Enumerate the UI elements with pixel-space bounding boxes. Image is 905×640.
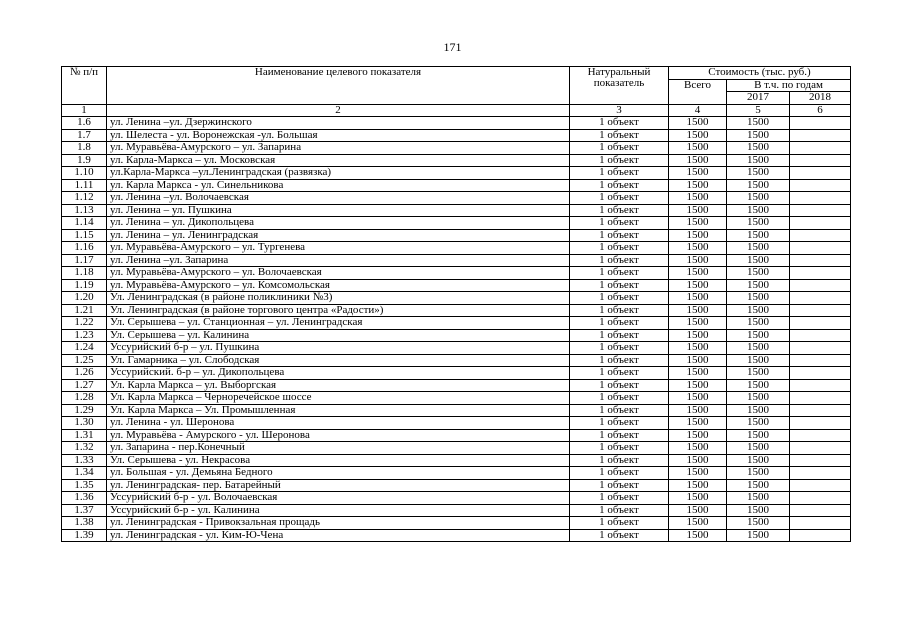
targets-table — [61, 66, 851, 542]
natural-indicator: 1 объект — [570, 467, 669, 480]
cost-2017: 1500 — [727, 342, 790, 355]
cost-2017: 1500 — [727, 117, 790, 130]
table-row — [62, 292, 851, 305]
cost-total: 1500 — [669, 492, 727, 505]
target-name: ул. Шелеста - ул. Воронежская -ул. Большая — [107, 129, 570, 142]
header-year-2017: 2017 — [727, 92, 790, 105]
cost-total: 1500 — [669, 417, 727, 430]
column-number: 1 — [62, 104, 107, 117]
natural-indicator: 1 объект — [570, 179, 669, 192]
cost-2017: 1500 — [727, 254, 790, 267]
row-number: 1.24 — [62, 342, 107, 355]
row-number: 1.22 — [62, 317, 107, 330]
cost-2017: 1500 — [727, 154, 790, 167]
cost-2017: 1500 — [727, 454, 790, 467]
cost-2018 — [790, 279, 851, 292]
cost-2018 — [790, 354, 851, 367]
table-row — [62, 117, 851, 130]
cost-2017: 1500 — [727, 267, 790, 280]
column-number: 5 — [727, 104, 790, 117]
cost-total: 1500 — [669, 342, 727, 355]
cost-2018 — [790, 292, 851, 305]
cost-2018 — [790, 204, 851, 217]
column-numbers-row — [62, 104, 851, 117]
row-number: 1.9 — [62, 154, 107, 167]
cost-total: 1500 — [669, 279, 727, 292]
column-number: 6 — [790, 104, 851, 117]
row-number: 1.34 — [62, 467, 107, 480]
header-cost: Стоимость (тыс. руб.) — [669, 67, 851, 80]
target-name: Ул. Гамарника – ул. Слободская — [107, 354, 570, 367]
target-name: Ул. Ленинградская (в районе торгового центра «Радости») — [107, 304, 570, 317]
cost-total: 1500 — [669, 292, 727, 305]
table-row — [62, 267, 851, 280]
row-number: 1.28 — [62, 392, 107, 405]
target-name: ул. Большая - ул. Демьяна Бедного — [107, 467, 570, 480]
natural-indicator: 1 объект — [570, 129, 669, 142]
cost-2018 — [790, 317, 851, 330]
cost-2017: 1500 — [727, 492, 790, 505]
natural-indicator: 1 объект — [570, 492, 669, 505]
cost-2017: 1500 — [727, 304, 790, 317]
table-row — [62, 454, 851, 467]
target-name: Ул. Карла Маркса – Ул. Промышленная — [107, 404, 570, 417]
column-number: 3 — [570, 104, 669, 117]
row-number: 1.21 — [62, 304, 107, 317]
cost-total: 1500 — [669, 154, 727, 167]
target-name: ул. Карла-Маркса – ул. Московская — [107, 154, 570, 167]
header-num: № п/п — [62, 67, 107, 105]
cost-2018 — [790, 267, 851, 280]
row-number: 1.8 — [62, 142, 107, 155]
natural-indicator: 1 объект — [570, 242, 669, 255]
cost-2018 — [790, 367, 851, 380]
target-name: Уссурийский. б-р – ул. Дикопольцева — [107, 367, 570, 380]
natural-indicator: 1 объект — [570, 517, 669, 530]
table-row — [62, 354, 851, 367]
cost-2017: 1500 — [727, 279, 790, 292]
target-name: ул. Муравьёва-Амурского – ул. Запарина — [107, 142, 570, 155]
row-number: 1.26 — [62, 367, 107, 380]
cost-2017: 1500 — [727, 479, 790, 492]
row-number: 1.16 — [62, 242, 107, 255]
natural-indicator: 1 объект — [570, 192, 669, 205]
cost-2017: 1500 — [727, 292, 790, 305]
natural-indicator: 1 объект — [570, 417, 669, 430]
target-name: ул. Карла Маркса - ул. Синельникова — [107, 179, 570, 192]
natural-indicator: 1 объект — [570, 454, 669, 467]
target-name: ул. Муравьёва-Амурского – ул. Комсомольская — [107, 279, 570, 292]
target-name: ул. Ленина –ул. Запарина — [107, 254, 570, 267]
cost-total: 1500 — [669, 267, 727, 280]
cost-2018 — [790, 404, 851, 417]
cost-2017: 1500 — [727, 229, 790, 242]
cost-2017: 1500 — [727, 404, 790, 417]
cost-2018 — [790, 304, 851, 317]
natural-indicator: 1 объект — [570, 442, 669, 455]
natural-indicator: 1 объект — [570, 404, 669, 417]
header-name: Наименование целевого показателя — [107, 67, 570, 105]
cost-2017: 1500 — [727, 517, 790, 530]
cost-2018 — [790, 242, 851, 255]
table-row — [62, 367, 851, 380]
natural-indicator: 1 объект — [570, 429, 669, 442]
cost-2018 — [790, 154, 851, 167]
row-number: 1.36 — [62, 492, 107, 505]
cost-2018 — [790, 467, 851, 480]
natural-indicator: 1 объект — [570, 354, 669, 367]
page-number: 171 — [443, 40, 462, 54]
cost-2017: 1500 — [727, 217, 790, 230]
cost-2017: 1500 — [727, 317, 790, 330]
cost-2017: 1500 — [727, 392, 790, 405]
cost-2017: 1500 — [727, 167, 790, 180]
cost-2017: 1500 — [727, 529, 790, 542]
row-number: 1.29 — [62, 404, 107, 417]
cost-2017: 1500 — [727, 242, 790, 255]
table-row — [62, 129, 851, 142]
row-number: 1.20 — [62, 292, 107, 305]
cost-2018 — [790, 129, 851, 142]
cost-total: 1500 — [669, 229, 727, 242]
cost-2018 — [790, 442, 851, 455]
row-number: 1.11 — [62, 179, 107, 192]
cost-total: 1500 — [669, 367, 727, 380]
cost-2018 — [790, 417, 851, 430]
natural-indicator: 1 объект — [570, 479, 669, 492]
cost-2018 — [790, 429, 851, 442]
target-name: ул. Ленина –ул. Волочаевская — [107, 192, 570, 205]
cost-2018 — [790, 254, 851, 267]
header-total: Всего — [669, 79, 727, 104]
header-year-2018: 2018 — [790, 92, 851, 105]
table-row — [62, 329, 851, 342]
target-name: Ул. Серышева – ул. Калинина — [107, 329, 570, 342]
row-number: 1.30 — [62, 417, 107, 430]
natural-indicator: 1 объект — [570, 329, 669, 342]
table-row — [62, 192, 851, 205]
column-number: 4 — [669, 104, 727, 117]
target-name: ул. Ленина – ул. Пушкина — [107, 204, 570, 217]
row-number: 1.37 — [62, 504, 107, 517]
natural-indicator: 1 объект — [570, 529, 669, 542]
cost-total: 1500 — [669, 179, 727, 192]
table-row — [62, 254, 851, 267]
cost-total: 1500 — [669, 467, 727, 480]
natural-indicator: 1 объект — [570, 279, 669, 292]
row-number: 1.31 — [62, 429, 107, 442]
cost-2017: 1500 — [727, 442, 790, 455]
table-row — [62, 179, 851, 192]
cost-total: 1500 — [669, 117, 727, 130]
natural-indicator: 1 объект — [570, 504, 669, 517]
header-by-years: В т.ч. по годам — [727, 79, 851, 92]
row-number: 1.19 — [62, 279, 107, 292]
target-name: ул. Ленина - ул. Шеронова — [107, 417, 570, 430]
cost-2018 — [790, 517, 851, 530]
cost-total: 1500 — [669, 254, 727, 267]
target-name: ул. Ленина – ул. Ленинградская — [107, 229, 570, 242]
target-name: ул. Запарина - пер.Конечный — [107, 442, 570, 455]
cost-2017: 1500 — [727, 179, 790, 192]
natural-indicator: 1 объект — [570, 317, 669, 330]
cost-total: 1500 — [669, 354, 727, 367]
cost-2018 — [790, 479, 851, 492]
row-number: 1.25 — [62, 354, 107, 367]
target-name: ул. Муравьёва-Амурского – ул. Тургенева — [107, 242, 570, 255]
cost-2018 — [790, 392, 851, 405]
target-name: ул. Муравьёва-Амурского – ул. Волочаевская — [107, 267, 570, 280]
natural-indicator: 1 объект — [570, 217, 669, 230]
table-row — [62, 242, 851, 255]
row-number: 1.38 — [62, 517, 107, 530]
cost-2017: 1500 — [727, 354, 790, 367]
row-number: 1.33 — [62, 454, 107, 467]
cost-total: 1500 — [669, 142, 727, 155]
cost-total: 1500 — [669, 392, 727, 405]
table-row — [62, 279, 851, 292]
cost-2018 — [790, 504, 851, 517]
natural-indicator: 1 объект — [570, 117, 669, 130]
table-row — [62, 467, 851, 480]
cost-2018 — [790, 492, 851, 505]
row-number: 1.7 — [62, 129, 107, 142]
row-number: 1.17 — [62, 254, 107, 267]
cost-total: 1500 — [669, 504, 727, 517]
table-row — [62, 379, 851, 392]
table-row — [62, 504, 851, 517]
natural-indicator: 1 объект — [570, 154, 669, 167]
row-number: 1.14 — [62, 217, 107, 230]
natural-indicator: 1 объект — [570, 167, 669, 180]
column-number: 2 — [107, 104, 570, 117]
target-name: ул. Ленинградская - Привокзальная прощадь — [107, 517, 570, 530]
cost-2018 — [790, 379, 851, 392]
cost-total: 1500 — [669, 429, 727, 442]
row-number: 1.18 — [62, 267, 107, 280]
cost-2018 — [790, 229, 851, 242]
target-name: ул. Ленина – ул. Дикопольцева — [107, 217, 570, 230]
target-name: Уссурийский б-р - ул. Калинина — [107, 504, 570, 517]
target-name: ул. Ленина –ул. Дзержинского — [107, 117, 570, 130]
cost-total: 1500 — [669, 317, 727, 330]
target-name: ул.Карла-Маркса –ул.Ленинградская (развязка) — [107, 167, 570, 180]
cost-2017: 1500 — [727, 129, 790, 142]
target-name: Ул. Карла Маркса – Черноречейское шоссе — [107, 392, 570, 405]
cost-total: 1500 — [669, 304, 727, 317]
cost-2017: 1500 — [727, 367, 790, 380]
cost-total: 1500 — [669, 329, 727, 342]
natural-indicator: 1 объект — [570, 292, 669, 305]
cost-2017: 1500 — [727, 417, 790, 430]
table-row — [62, 142, 851, 155]
target-name: Ул. Ленинградская (в районе поликлиники №3) — [107, 292, 570, 305]
cost-total: 1500 — [669, 404, 727, 417]
cost-2017: 1500 — [727, 192, 790, 205]
table-row — [62, 167, 851, 180]
cost-2018 — [790, 342, 851, 355]
table-row — [62, 404, 851, 417]
header-row-1 — [62, 67, 851, 80]
cost-2017: 1500 — [727, 429, 790, 442]
row-number: 1.39 — [62, 529, 107, 542]
target-name: Уссурийский б-р – ул. Пушкина — [107, 342, 570, 355]
natural-indicator: 1 объект — [570, 367, 669, 380]
cost-total: 1500 — [669, 242, 727, 255]
natural-indicator: 1 объект — [570, 142, 669, 155]
cost-total: 1500 — [669, 479, 727, 492]
cost-total: 1500 — [669, 192, 727, 205]
cost-total: 1500 — [669, 204, 727, 217]
target-name: ул. Ленинградская- пер. Батарейный — [107, 479, 570, 492]
target-name: Ул. Серышева – ул. Станционная – ул. Ленинградская — [107, 317, 570, 330]
table-row — [62, 417, 851, 430]
target-name: ул. Ленинградская - ул. Ким-Ю-Чена — [107, 529, 570, 542]
table-row — [62, 442, 851, 455]
cost-2018 — [790, 454, 851, 467]
natural-indicator: 1 объект — [570, 304, 669, 317]
table-row — [62, 429, 851, 442]
cost-total: 1500 — [669, 529, 727, 542]
row-number: 1.23 — [62, 329, 107, 342]
table-row — [62, 229, 851, 242]
row-number: 1.12 — [62, 192, 107, 205]
table-row — [62, 204, 851, 217]
natural-indicator: 1 объект — [570, 342, 669, 355]
cost-total: 1500 — [669, 517, 727, 530]
table-row — [62, 392, 851, 405]
row-number: 1.32 — [62, 442, 107, 455]
cost-2018 — [790, 529, 851, 542]
target-name: Ул. Карла Маркса – ул. Выборгская — [107, 379, 570, 392]
cost-2017: 1500 — [727, 467, 790, 480]
table-row — [62, 517, 851, 530]
cost-2017: 1500 — [727, 379, 790, 392]
cost-2017: 1500 — [727, 204, 790, 217]
cost-2017: 1500 — [727, 142, 790, 155]
natural-indicator: 1 объект — [570, 379, 669, 392]
row-number: 1.15 — [62, 229, 107, 242]
natural-indicator: 1 объект — [570, 254, 669, 267]
target-name: Ул. Серышева - ул. Некрасова — [107, 454, 570, 467]
table-row — [62, 154, 851, 167]
row-number: 1.35 — [62, 479, 107, 492]
natural-indicator: 1 объект — [570, 229, 669, 242]
cost-total: 1500 — [669, 454, 727, 467]
cost-2018 — [790, 142, 851, 155]
cost-total: 1500 — [669, 442, 727, 455]
target-name: Уссурийский б-р - ул. Волочаевская — [107, 492, 570, 505]
row-number: 1.27 — [62, 379, 107, 392]
natural-indicator: 1 объект — [570, 267, 669, 280]
cost-total: 1500 — [669, 167, 727, 180]
table-row — [62, 217, 851, 230]
cost-2018 — [790, 117, 851, 130]
cost-total: 1500 — [669, 129, 727, 142]
cost-2018 — [790, 167, 851, 180]
cost-total: 1500 — [669, 379, 727, 392]
table-row — [62, 342, 851, 355]
table-row — [62, 529, 851, 542]
cost-2018 — [790, 329, 851, 342]
target-name: ул. Муравьёва - Амурского - ул. Шеронова — [107, 429, 570, 442]
table-row — [62, 479, 851, 492]
cost-2018 — [790, 179, 851, 192]
row-number: 1.6 — [62, 117, 107, 130]
row-number: 1.13 — [62, 204, 107, 217]
row-number: 1.10 — [62, 167, 107, 180]
table-row — [62, 317, 851, 330]
table-row — [62, 492, 851, 505]
cost-2018 — [790, 192, 851, 205]
cost-total: 1500 — [669, 217, 727, 230]
natural-indicator: 1 объект — [570, 392, 669, 405]
cost-2017: 1500 — [727, 504, 790, 517]
cost-2018 — [790, 217, 851, 230]
cost-2017: 1500 — [727, 329, 790, 342]
header-natural: Натуральный показатель — [570, 67, 669, 105]
natural-indicator: 1 объект — [570, 204, 669, 217]
table-row — [62, 304, 851, 317]
